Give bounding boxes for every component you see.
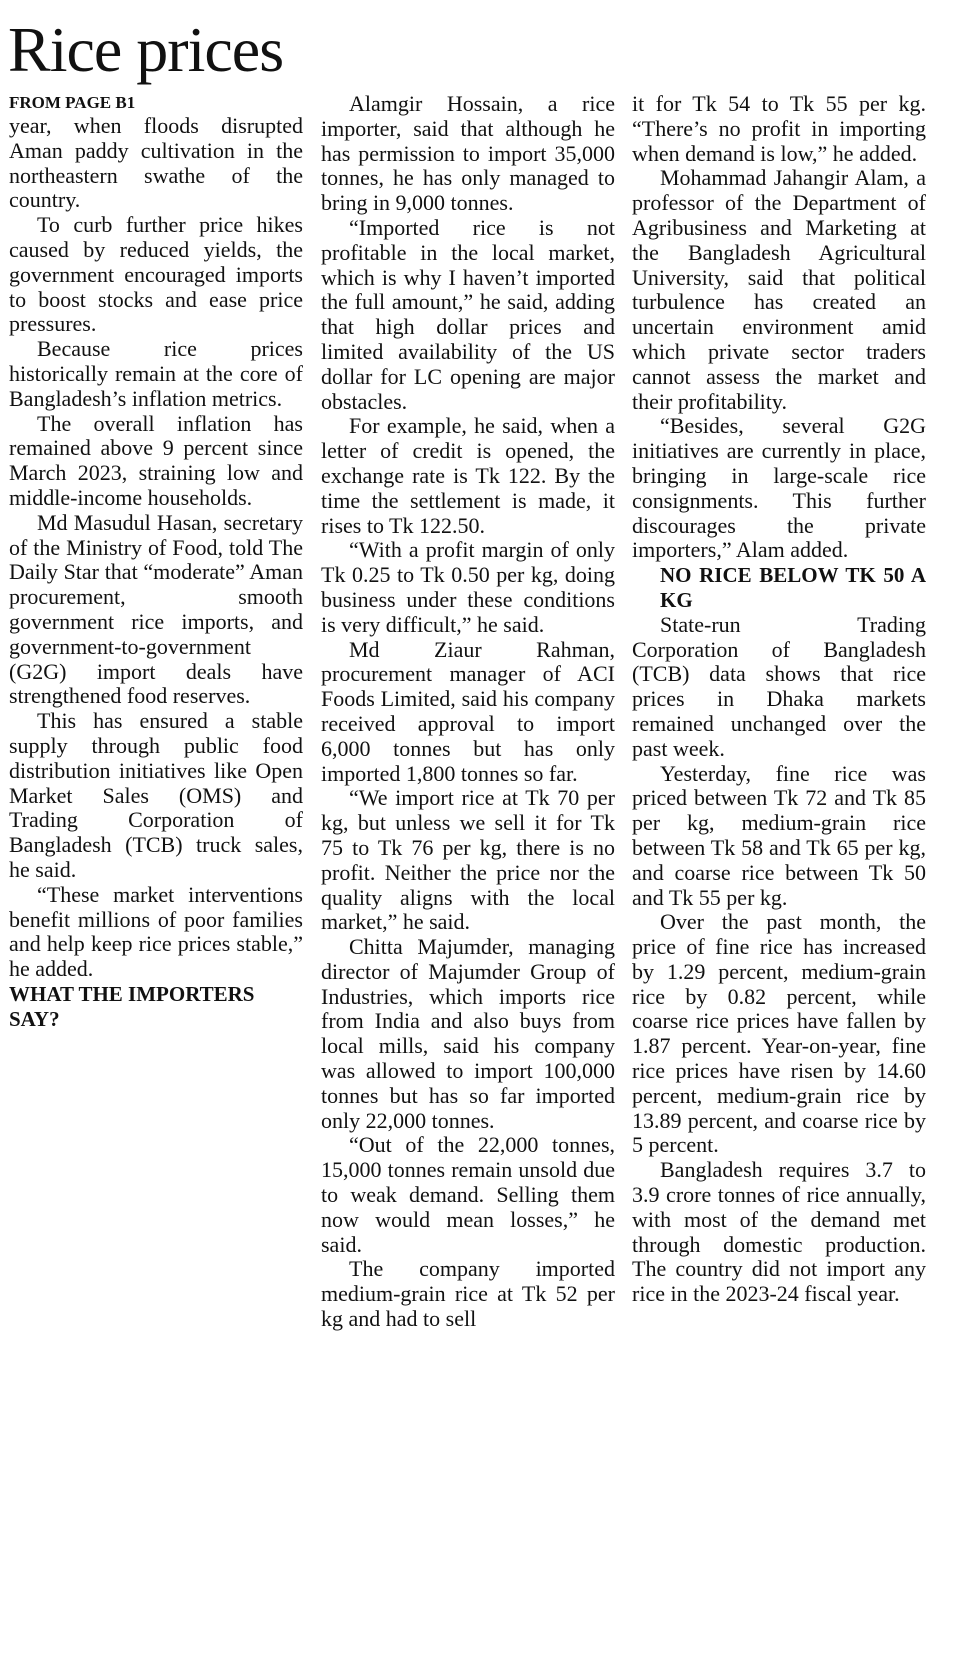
paragraph: Yesterday, fine rice was priced between Tk 72 and Tk 85 per kg, medium-grain rice between Tk 58 and Tk 65 per kg, and coarse rice between Tk 50 and Tk 55 per kg. (632, 760, 926, 910)
paragraph: it for Tk 54 to Tk 55 per kg. “There’s no profit in importing when demand is low,” he added. (632, 91, 926, 166)
paragraph: Alamgir Hossain, a rice importer, said that although he has permission to import 35,000 tonnes, he has only managed to bring in 9,000 tonnes. (321, 91, 615, 216)
paragraph: “Out of the 22,000 tonnes, 15,000 tonnes remain unsold due to weak demand. Selling them now would mean losses,” he said. (321, 1132, 615, 1257)
paragraph: Over the past month, the price of fine rice has increased by 1.29 percent, medium-grain rice by 0.82 percent, while coarse rice prices have fallen by 1.87 percent. Year-on-year, fine rice prices have risen by 14.60 percent, medium-grain rice by 13.89 percent, and coarse rice by 5 percent. (632, 909, 926, 1158)
paragraph: Md Ziaur Rahman, procurement manager of ACI Foods Limited, said his company received approval to import 6,000 tonnes but has only imported 1,800 tonnes so far. (321, 636, 615, 786)
paragraph: Bangladesh requires 3.7 to 3.9 crore tonnes of rice annually, with most of the demand met through domestic production. The country did not import any rice in the 2023-24 fiscal year. (632, 1157, 926, 1307)
article-column-1 (9, 92, 303, 1031)
paragraph: For example, he said, when a letter of credit is opened, the exchange rate is Tk 122. By the time the settlement is made, it rises to Tk 122.50. (321, 413, 615, 538)
paragraph: “Imported rice is not profitable in the local market, which is why I haven’t imported the full amount,” he said, adding that high dollar prices and limited availability of the US dollar for LC opening are major obstacles. (321, 214, 615, 414)
paragraph: “Besides, several G2G initiatives are currently in place, bringing in large-scale rice consignments. This further discourages the private importers,” Alam added. (632, 413, 926, 563)
paragraph: Mohammad Jahangir Alam, a professor of the Department of Agribusiness and Marketing at the Bangladesh Agricultural University, said that political turbulence has created an uncertain environment amid which private sector traders cannot assess the market and their profitability. (632, 165, 926, 414)
paragraph: Md Masudul Hasan, secretary of the Ministry of Food, told The Daily Star that “moderate” Aman procurement, smooth government rice imports, and government-to-government (G2G) import deals have strengthened food reserves. (9, 509, 303, 709)
section-subhead: WHAT THE IMPORTERS SAY? (9, 981, 255, 1031)
paragraph: “With a profit margin of only Tk 0.25 to Tk 0.50 per kg, doing business under these conditions is very difficult,” he said. (321, 537, 615, 637)
headline: Rice prices (8, 14, 284, 85)
paragraph: “We import rice at Tk 70 per kg, but unless we sell it for Tk 75 to Tk 76 per kg, there is no profit. Neither the price nor the quality aligns with the local market,” he said. (321, 785, 615, 935)
paragraph: year, when floods disrupted Aman paddy cultivation in the northeastern swathe of the country. (9, 113, 303, 213)
paragraph: This has ensured a stable supply through public food distribution initiatives like Open Market Sales (OMS) and Trading Corporation of Bangladesh (TCB) truck sales, he said. (9, 708, 303, 882)
jump-line: FROM PAGE B1 (9, 93, 136, 112)
paragraph: The company imported medium-grain rice at Tk 52 per kg and had to sell (321, 1256, 615, 1332)
paragraph: To curb further price hikes caused by reduced yields, the government encouraged imports to boost stocks and ease price pressures. (9, 212, 303, 337)
paragraph: The overall inflation has remained above 9 percent since March 2023, straining low and middle-income households. (9, 410, 303, 510)
article-column-3 (632, 92, 926, 1307)
article-column-2 (321, 92, 615, 1332)
paragraph: State-run Trading Corporation of Bangladesh (TCB) data shows that rice prices in Dhaka markets remained unchanged over the past week. (632, 611, 926, 761)
section-subhead: NO RICE BELOW TK 50 A KG (660, 563, 926, 612)
paragraph: “These market interventions benefit millions of poor families and help keep rice prices stable,” he added. (9, 881, 303, 982)
paragraph: Because rice prices historically remain at the core of Bangladesh’s inflation metrics. (9, 336, 303, 411)
paragraph: Chitta Majumder, managing director of Majumder Group of Industries, which imports rice from India and also buys from local mills, said his company was allowed to import 100,000 tonnes but has so far imported only 22,000 tonnes. (321, 934, 615, 1133)
